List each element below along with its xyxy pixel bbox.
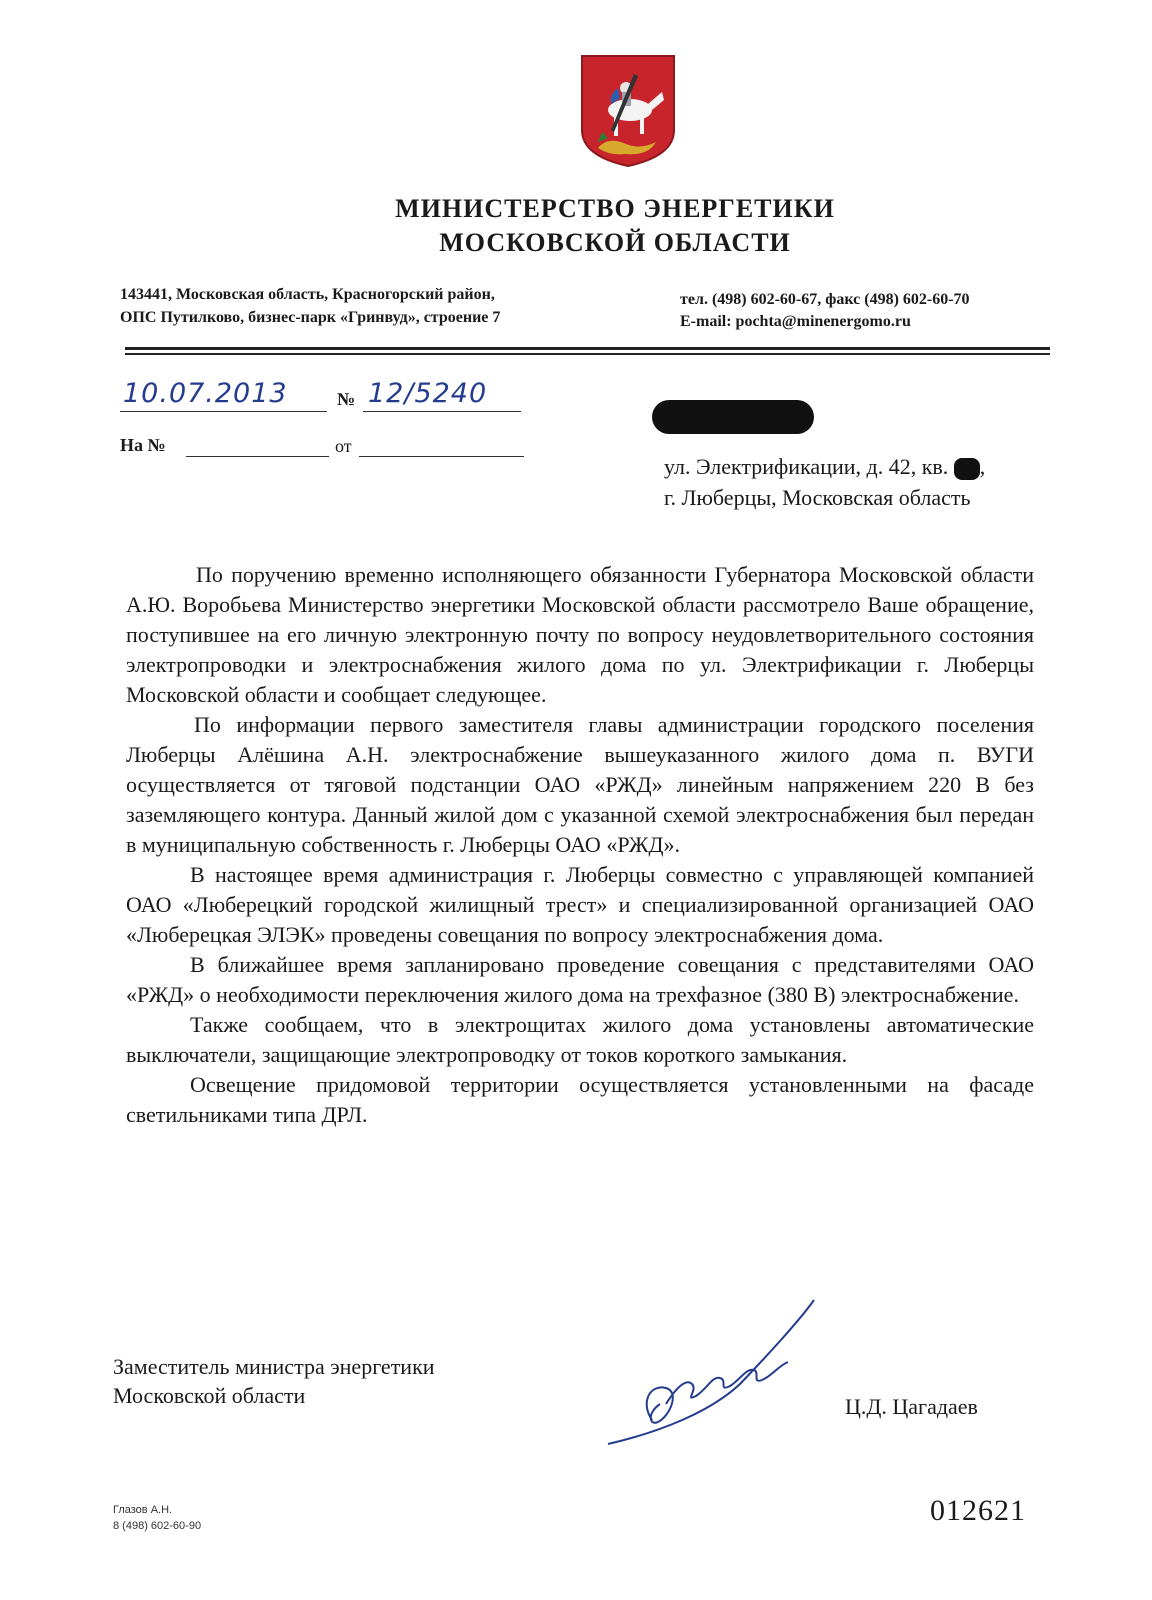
executor-phone: 8 (498) 602-60-90 xyxy=(113,1520,202,1532)
recipient-street xyxy=(664,451,985,482)
body-paragraph-1: По поручению временно исполняющего обязанности Губернатора Московской области А.Ю. Воробьева Министерство энергетики Московской области рассмотрело Ваше обращение, поступившее на его личную электронную почту по вопросу неудовлетворительного состояния электропроводки и электроснабжения жилого дома по ул. Электрификации г. Люберцы Московской области и сообщает следующее. xyxy=(126,562,1034,707)
ministry-title-line2: МОСКОВСКОЙ ОБЛАСТИ xyxy=(439,228,791,257)
header-divider-thin xyxy=(125,353,1050,355)
ministry-title-line1: МИНИСТЕРСТВО ЭНЕРГЕТИКИ xyxy=(395,194,835,223)
signatory-name: Ц.Д. Цагадаев xyxy=(845,1394,978,1419)
redacted-apartment xyxy=(954,458,980,480)
on-number-underline xyxy=(186,456,329,457)
handwritten-signature xyxy=(600,1292,840,1462)
signatory-position-line1: Заместитель министра энергетики xyxy=(113,1354,435,1379)
redacted-recipient-name xyxy=(652,400,814,434)
recipient-street-text: ул. Электрификации, д. 42, кв. xyxy=(664,454,949,479)
header-divider-thick xyxy=(125,347,1050,350)
number-underline xyxy=(363,411,521,412)
on-number-label: На № xyxy=(120,435,166,455)
body-paragraph-5: Также сообщаем, что в электрощитах жилого дома установлены автоматические выключатели, защищающие электропроводку от токов короткого замыкания. xyxy=(126,1012,1034,1067)
address-line-1: 143441, Московская область, Красногорский район, xyxy=(120,286,495,303)
recipient-street-tail: , xyxy=(979,454,986,479)
coat-of-arms-icon xyxy=(578,52,678,170)
email-line: E-mail: pochta@minenergomo.ru xyxy=(680,313,911,330)
number-sign: № xyxy=(337,389,356,409)
phone-fax-line: тел. (498) 602-60-67, факс (498) 602-60-70 xyxy=(680,291,970,308)
body-paragraph-2: По информации первого заместителя главы администрации городского поселения Люберцы Алёшина А.Н. электроснабжение вышеуказанного жилого дома п. ВУГИ осуществляется от тяговой подстанции ОАО «РЖД» линейным напряжением 220 В без заземляющего контура. Данный жилой дом с указанной схемой электроснабжения был передан в муниципальную собственность г. Люберцы ОАО «РЖД». xyxy=(126,712,1034,857)
body-paragraph-6: Освещение придомовой территории осуществляется установленными на фасаде светильниками типа ДРЛ. xyxy=(126,1072,1034,1127)
body-paragraph-3: В настоящее время администрация г. Люберцы совместно с управляющей компанией ОАО «Люберецкий городской жилищный трест» и специализированной организацией ОАО «Люберецкая ЭЛЭК» проведены совещания по вопросу электроснабжения дома. xyxy=(126,862,1034,947)
address-line-2: ОПС Путилково, бизнес-парк «Гринвуд», строение 7 xyxy=(120,309,501,326)
document-serial-number: 012621 xyxy=(930,1494,1026,1527)
letter-body xyxy=(126,560,1034,1130)
date-underline xyxy=(120,411,327,412)
recipient-city: г. Люберцы, Московская область xyxy=(664,485,971,510)
body-paragraph-4: В ближайшее время запланировано проведение совещания с представителями ОАО «РЖД» о необходимости переключения жилого дома на трехфазное (380 В) электроснабжение. xyxy=(126,952,1034,1007)
from-underline xyxy=(359,456,524,457)
signatory-position-line2: Московской области xyxy=(113,1383,306,1408)
from-label: от xyxy=(335,436,352,456)
outgoing-number: 12/5240 xyxy=(368,378,488,409)
executor-name: Глазов А.Н. xyxy=(113,1504,173,1516)
outgoing-date: 10.07.2013 xyxy=(123,378,288,409)
